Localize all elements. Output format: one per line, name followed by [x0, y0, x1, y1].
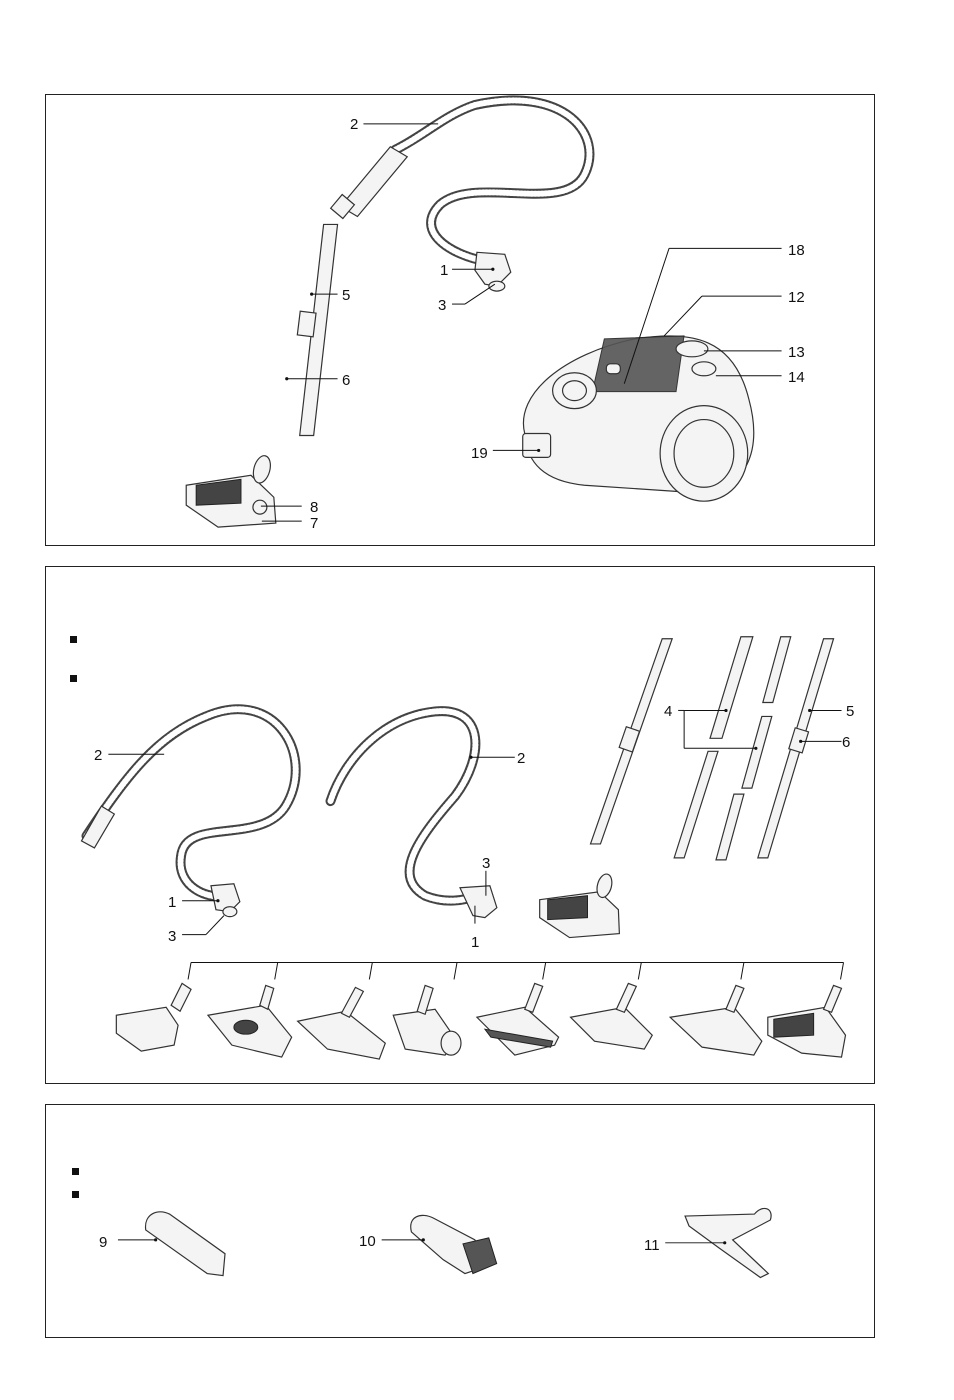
turbo-brush	[116, 983, 191, 1051]
upholstery-brush	[411, 1215, 497, 1273]
small-tools-diagram	[46, 1105, 874, 1337]
callout-4: 4	[664, 703, 673, 720]
callout-9: 9	[99, 1234, 108, 1251]
callout-1: 1	[440, 262, 449, 279]
accessories-panel	[45, 566, 875, 1084]
callout-3: 3	[168, 928, 177, 945]
callout-5: 5	[846, 703, 855, 720]
callout-5: 5	[342, 287, 351, 304]
callout-2: 2	[350, 116, 359, 133]
bristle-nozzle	[477, 983, 559, 1055]
small-tools-panel	[45, 1104, 875, 1338]
callout-11: 11	[644, 1237, 660, 1254]
carpet-nozzle	[768, 985, 846, 1057]
callout-7: 7	[310, 515, 319, 532]
parquet-nozzle	[208, 985, 292, 1057]
callout-2: 2	[94, 747, 103, 764]
callout-1: 1	[168, 894, 177, 911]
main-unit-panel	[45, 94, 875, 546]
callout-18: 18	[788, 242, 805, 259]
callout-10: 10	[359, 1233, 376, 1250]
callout-1: 1	[471, 934, 480, 951]
callout-3: 3	[482, 855, 491, 872]
hard-floor-nozzle	[298, 987, 386, 1059]
callout-6: 6	[842, 734, 851, 751]
callout-6: 6	[342, 372, 351, 389]
callout-2: 2	[517, 750, 526, 767]
callout-12: 12	[788, 289, 805, 306]
roller-brush-nozzle	[393, 985, 461, 1055]
hoses-tubes-nozzles-diagram	[46, 567, 874, 1083]
callout-19: 19	[471, 445, 488, 462]
callout-13: 13	[788, 344, 805, 361]
callout-3: 3	[438, 297, 447, 314]
callout-14: 14	[788, 369, 805, 386]
combination-nozzle	[571, 983, 653, 1049]
crevice-tool	[146, 1212, 226, 1276]
vacuum-cleaner-diagram	[46, 95, 874, 545]
wide-floor-nozzle	[670, 985, 762, 1055]
callout-8: 8	[310, 499, 319, 516]
